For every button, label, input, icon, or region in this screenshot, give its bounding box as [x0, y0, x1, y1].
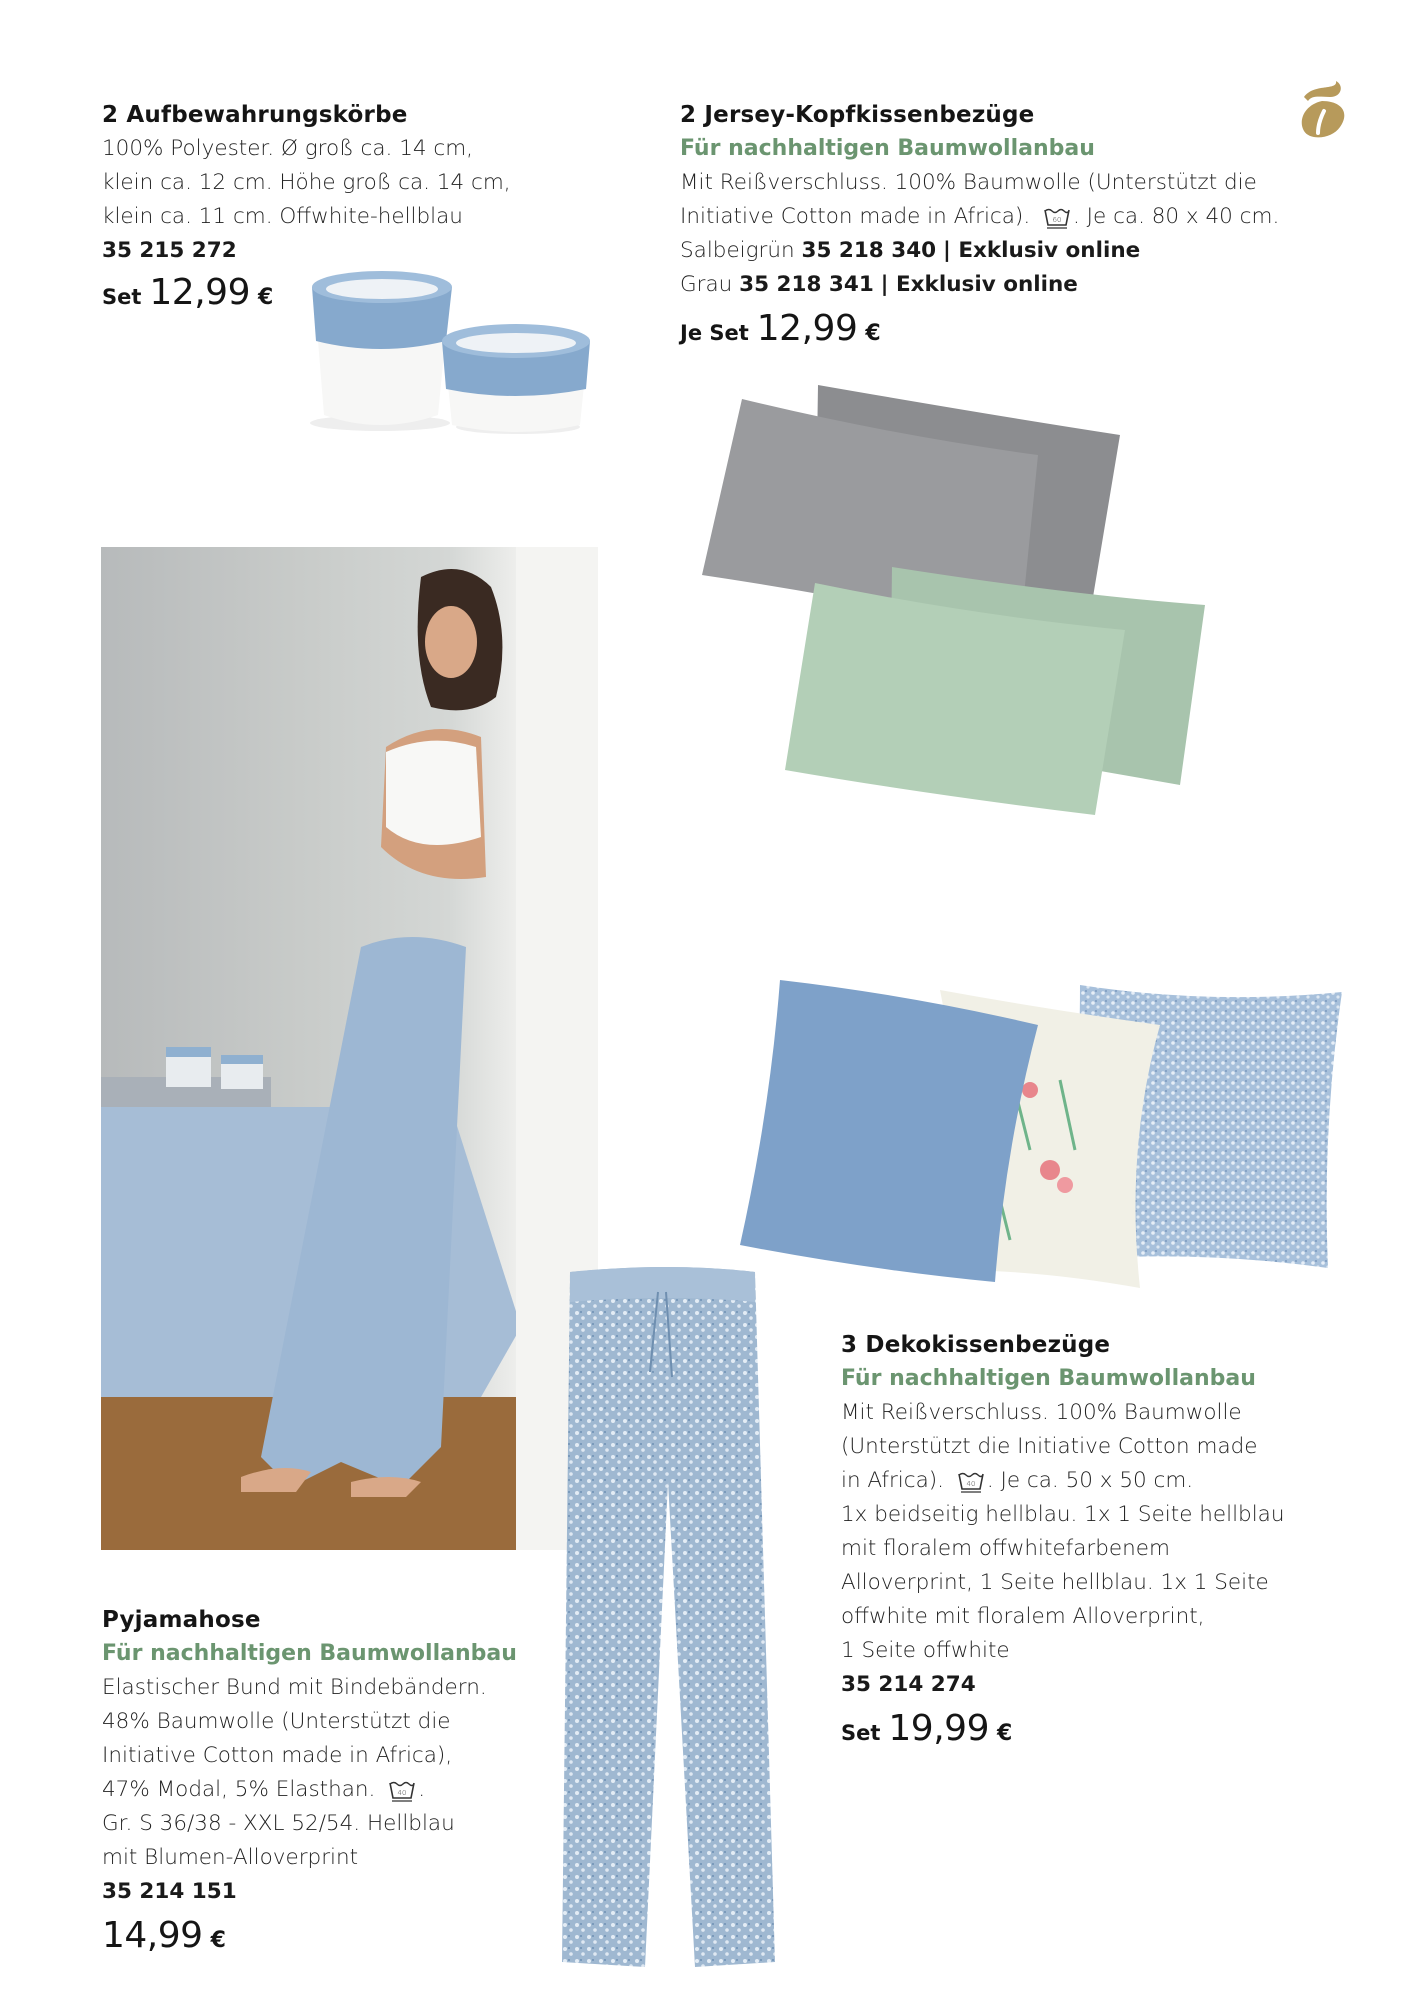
- price: [680, 308, 1340, 349]
- wash-40-icon: [957, 1470, 985, 1492]
- product-desc-line: Initiative Cotton made in Africa). 60 . Je ca. 80 x 40 cm.: [680, 204, 1280, 229]
- product-desc-line: klein ca. 11 cm. Offwhite-hellblau: [102, 204, 463, 229]
- price-prefix: Set: [841, 1721, 881, 1745]
- article-number: 35 218 341: [739, 272, 874, 297]
- product-desc-line: Mit Reißverschluss. 100% Baumwolle: [841, 1400, 1242, 1425]
- product-desc-line: mit Blumen-Alloverprint: [102, 1845, 359, 1870]
- svg-text:40: 40: [397, 1789, 407, 1797]
- lifestyle-photo-woman-in-pyjama-pants: [101, 547, 598, 1550]
- sustainability-tagline: Für nachhaltigen Baumwollanbau: [680, 136, 1095, 161]
- price: [841, 1708, 1341, 1749]
- article-number: 35 218 340: [801, 238, 937, 263]
- product-title: 2 Aufbewahrungskörbe: [102, 102, 408, 128]
- svg-text:40: 40: [966, 1480, 976, 1488]
- product-desc-line: Alloverprint, 1 Seite hellblau. 1x 1 Seite: [841, 1570, 1269, 1595]
- product-desc-line: Gr. S 36/38 - XXL 52/54. Hellblau: [102, 1811, 455, 1836]
- currency: €: [996, 1721, 1013, 1746]
- price-amount: 14,99: [102, 1915, 203, 1956]
- product-decorative-cushion-covers: [841, 1328, 1341, 1749]
- product-desc-line: in Africa). 40 . Je ca. 50 x 50 cm.: [841, 1468, 1194, 1493]
- cushions-illustration: [730, 970, 1360, 1290]
- wash-40-icon: [388, 1779, 416, 1801]
- product-desc-line: 1x beidseitig hellblau. 1x 1 Seite hellblau: [841, 1502, 1285, 1527]
- product-desc-line: Initiative Cotton made in Africa),: [102, 1743, 453, 1768]
- product-desc-line: 47% Modal, 5% Elasthan. 40 .: [102, 1777, 426, 1802]
- pillowcases-illustration: [690, 375, 1340, 825]
- pants-illustration: [550, 1262, 790, 1992]
- pillowcases-image: [690, 375, 1340, 825]
- svg-text:60: 60: [1052, 216, 1062, 224]
- currency: €: [210, 1928, 226, 1953]
- variant-line: Grau 35 218 341 | Exklusiv online: [680, 272, 1078, 297]
- product-jersey-pillowcases: [680, 98, 1340, 349]
- article-number: 35 215 272: [102, 238, 237, 263]
- pyjama-pants-image: [550, 1262, 790, 1992]
- product-title: 2 Jersey-Kopfkissenbezüge: [680, 102, 1035, 128]
- sustainability-tagline: Für nachhaltigen Baumwollanbau: [841, 1366, 1256, 1391]
- price-amount: 19,99: [888, 1708, 989, 1749]
- product-desc-line: mit floralem offwhitefarbenem: [841, 1536, 1170, 1561]
- price: [102, 1915, 542, 1956]
- currency: €: [865, 321, 881, 346]
- price-prefix: Je Set: [680, 321, 749, 345]
- product-desc-line: offwhite mit floralem Alloverprint,: [841, 1604, 1205, 1629]
- product-desc-line: 1 Seite offwhite: [841, 1638, 1010, 1663]
- article-number: 35 214 151: [102, 1879, 237, 1904]
- product-desc-line: Mit Reißverschluss. 100% Baumwolle (Unterstützt die: [680, 170, 1257, 195]
- article-number: 35 214 274: [841, 1672, 976, 1697]
- decorative-cushions-image: [730, 970, 1360, 1290]
- product-desc-line: (Unterstützt die Initiative Cotton made: [841, 1434, 1258, 1459]
- storage-baskets-image: [300, 265, 600, 435]
- product-desc-line: 48% Baumwolle (Unterstützt die: [102, 1709, 451, 1734]
- product-title: 3 Dekokissenbezüge: [841, 1332, 1111, 1358]
- exclusive-online-badge: | Exklusiv online: [880, 272, 1078, 297]
- product-desc-line: klein ca. 12 cm. Höhe groß ca. 14 cm,: [102, 170, 511, 195]
- basket-illustration: [300, 265, 600, 435]
- exclusive-online-badge: | Exklusiv online: [942, 238, 1141, 263]
- product-desc-line: Elastischer Bund mit Bindebändern.: [102, 1675, 487, 1700]
- price-amount: 12,99: [756, 308, 858, 349]
- price-prefix: Set: [102, 285, 142, 309]
- lifestyle-illustration: [101, 547, 598, 1550]
- product-title: Pyjamahose: [102, 1607, 261, 1633]
- product-desc-line: 100% Polyester. Ø groß ca. 14 cm,: [102, 136, 473, 161]
- price-amount: 12,99: [149, 272, 250, 313]
- wash-60-icon: [1043, 206, 1071, 228]
- variant-line: Salbeigrün 35 218 340 | Exklusiv online: [680, 238, 1141, 263]
- currency: €: [257, 285, 274, 310]
- sustainability-tagline: Für nachhaltigen Baumwollanbau: [102, 1641, 517, 1666]
- product-pyjama-pants: [102, 1603, 542, 1956]
